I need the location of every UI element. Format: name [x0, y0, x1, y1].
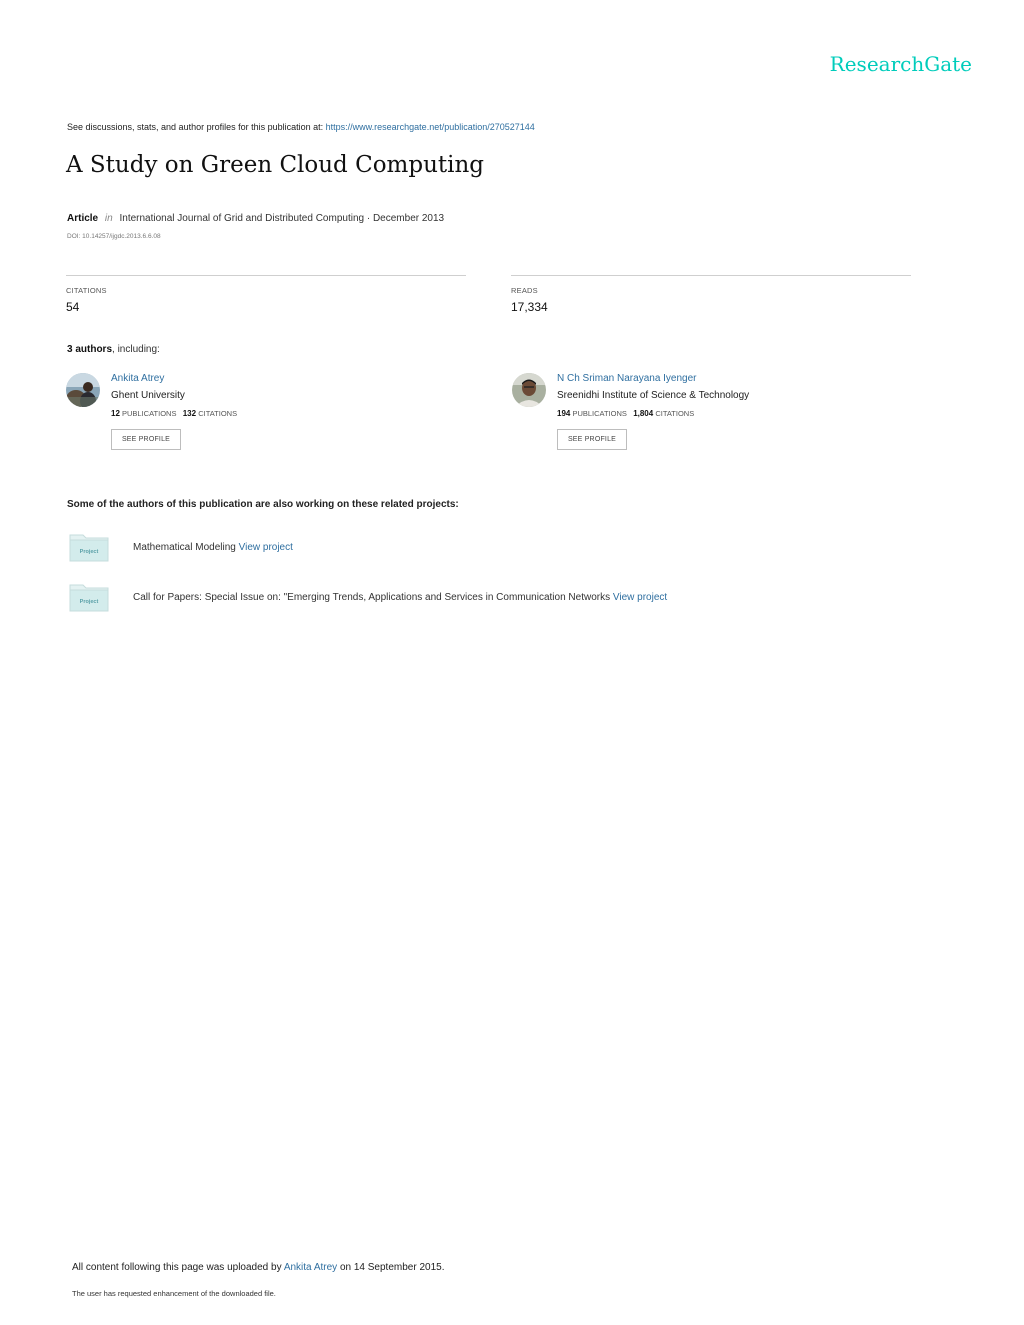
author-institution: Sreenidhi Institute of Science & Technology — [557, 390, 750, 401]
project-title: Mathematical Modeling — [133, 542, 236, 553]
article-doi: DOI: 10.14257/ijgdc.2013.6.6.08 — [67, 233, 161, 240]
author-citations-count: 132 — [182, 409, 197, 418]
uploaded-by-line — [72, 1262, 444, 1273]
reads-stat — [511, 275, 911, 314]
project-item — [69, 532, 949, 564]
project-title: Call for Papers: Special Issue on: "Emerging Trends, Applications and Services in Communication Networks — [133, 592, 611, 603]
author-publications-count: 12 — [111, 409, 120, 418]
author-institution: Ghent University — [111, 390, 185, 401]
reads-value: 17,334 — [511, 300, 548, 314]
project-folder-icon — [69, 582, 109, 612]
citations-label: CITATIONS — [66, 286, 107, 295]
enhancement-note: The user has requested enhancement of the downloaded file. — [72, 1289, 276, 1298]
see-profile-button[interactable]: SEE PROFILE — [557, 429, 627, 450]
author-name-link[interactable]: Ankita Atrey — [111, 373, 165, 384]
author-stats — [557, 409, 749, 418]
view-project-link[interactable]: View project — [612, 592, 668, 603]
author-info — [557, 373, 749, 450]
see-discussions-text: See discussions, stats, and author profiles for this publication at: — [67, 122, 326, 132]
citations-stat — [66, 275, 466, 314]
reads-label: READS — [511, 286, 538, 295]
publication-url-link[interactable]: https://www.researchgate.net/publication/270527144 — [325, 122, 535, 132]
see-discussions-line — [67, 122, 535, 132]
author-avatar[interactable] — [66, 373, 100, 407]
uploader-link[interactable]: Ankita Atrey — [283, 1262, 338, 1273]
journal-info: International Journal of Grid and Distributed Computing · December 2013 — [119, 213, 445, 224]
avatar-photo-icon — [512, 373, 546, 407]
folder-label: Project — [79, 549, 99, 555]
author-citations-label: CITATIONS — [655, 409, 695, 418]
project-folder-icon — [69, 532, 109, 562]
article-meta — [67, 213, 444, 224]
related-projects-heading: Some of the authors of this publication are also working on these related projects: — [67, 499, 459, 510]
author-card — [66, 373, 486, 463]
folder-label: Project — [79, 599, 99, 605]
author-publications-label: PUBLICATIONS — [572, 409, 627, 418]
avatar-photo-icon — [66, 373, 100, 407]
author-publications-count: 194 — [557, 409, 571, 418]
uploaded-suffix: on 14 September 2015. — [337, 1262, 445, 1273]
uploaded-prefix: All content following this page was uploaded by — [72, 1262, 284, 1273]
author-avatar[interactable] — [512, 373, 546, 407]
authors-count: 3 authors — [67, 344, 113, 355]
author-name-link[interactable]: N Ch Sriman Narayana Iyenger — [557, 373, 697, 384]
author-citations-count: 1,804 — [633, 409, 654, 418]
article-title: A Study on Green Cloud Computing — [66, 152, 485, 178]
article-type: Article — [67, 213, 99, 224]
project-item — [69, 582, 949, 614]
authors-suffix: , including: — [112, 344, 160, 355]
authors-summary — [67, 344, 160, 355]
see-profile-button[interactable]: SEE PROFILE — [111, 429, 181, 450]
author-card — [512, 373, 932, 463]
project-text — [133, 592, 667, 603]
author-citations-label: CITATIONS — [198, 409, 238, 418]
author-publications-label: PUBLICATIONS — [122, 409, 177, 418]
view-project-link[interactable]: View project — [238, 542, 293, 553]
project-text — [133, 542, 293, 553]
citations-value: 54 — [66, 300, 80, 314]
researchgate-logo[interactable]: ResearchGate — [829, 52, 972, 76]
author-stats — [111, 409, 237, 418]
author-info — [111, 373, 237, 450]
in-word: in — [104, 213, 113, 224]
